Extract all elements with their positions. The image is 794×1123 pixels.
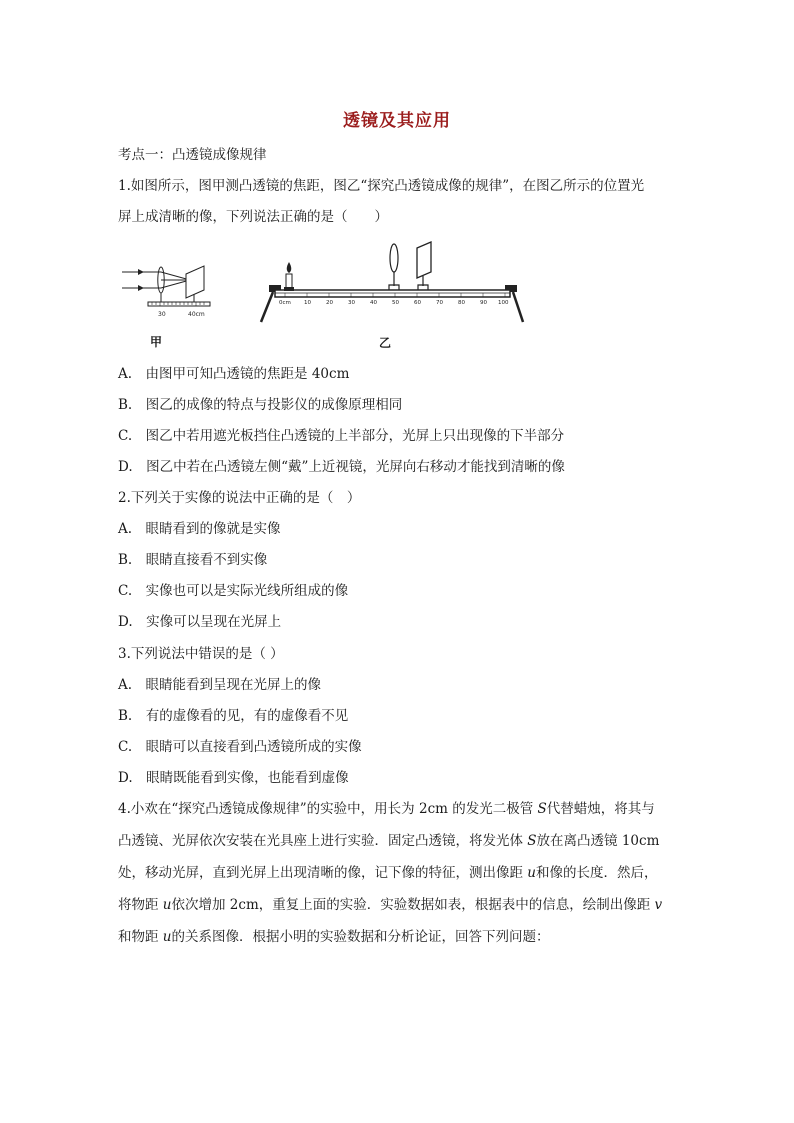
page-title: 透镜及其应用 xyxy=(343,111,451,131)
q4-line1: 4.小欢在“探究凸透镜成像规律”的实验中，用长为 2cm 的发光二极管 S代替蜡烛，将其与 xyxy=(118,801,655,817)
focal-length-diagram xyxy=(118,258,213,320)
bench-tick-90: 90 xyxy=(480,300,487,306)
bench-tick-60: 60 xyxy=(414,300,421,306)
q3-option-c: C. 眼睛可以直接看到凸透镜所成的实像 xyxy=(118,739,362,755)
q4-line5: 和物距 u的关系图像．根据小明的实验数据和分析论证，回答下列问题： xyxy=(118,929,550,945)
bench-tick-30: 30 xyxy=(348,300,355,306)
q4-line2: 凸透镜、光屏依次安装在光具座上进行实验．固定凸透镜，将发光体 S放在离凸透镜 10cm xyxy=(118,833,660,849)
bench-tick-0: 0cm xyxy=(279,300,291,306)
q1-stem-line1: 1.如图所示，图甲测凸透镜的焦距，图乙“探究凸透镜成像的规律”，在图乙所示的位置光 xyxy=(118,178,645,194)
light-screen-icon xyxy=(417,242,431,290)
q2-option-a: A. 眼睛看到的像就是实像 xyxy=(118,521,281,537)
q1-option-b: B. 图乙的成像的特点与投影仪的成像原理相同 xyxy=(118,397,403,413)
figure-yi xyxy=(255,240,530,326)
figure-yi-label: 乙 xyxy=(379,336,392,350)
q2-stem: 2.下列关于实像的说法中正确的是（ ） xyxy=(118,490,361,506)
candle-icon xyxy=(284,262,294,291)
bench-tick-20: 20 xyxy=(326,300,333,306)
q2-option-c: C. 实像也可以是实际光线所组成的像 xyxy=(118,583,349,599)
bench-tick-70: 70 xyxy=(436,300,443,306)
q3-stem: 3.下列说法中错误的是（ ） xyxy=(118,646,284,662)
q2-option-b: B. 眼睛直接看不到实像 xyxy=(118,552,268,568)
q4-line3: 处，移动光屏，直到光屏上出现清晰的像，记下像的特征，测出像距 u和像的长度．然后， xyxy=(118,865,658,881)
tick-30: 30 xyxy=(158,311,166,318)
optical-bench-diagram xyxy=(255,240,530,326)
q4-line4: 将物距 u依次增加 2cm，重复上面的实验．实验数据如表，根据表中的信息，绘制出像距 v xyxy=(118,897,663,913)
q3-option-b: B. 有的虚像看的见，有的虚像看不见 xyxy=(118,708,349,724)
q1-stem-line2: 屏上成清晰的像，下列说法正确的是（ ） xyxy=(118,209,388,225)
tick-40cm: 40cm xyxy=(188,311,205,318)
bench-tick-40: 40 xyxy=(370,300,377,306)
lens-icon xyxy=(389,244,399,290)
q1-option-d: D. 图乙中若在凸透镜左侧“戴”上近视镜，光屏向右移动才能找到清晰的像 xyxy=(118,459,565,475)
figure-jia-label: 甲 xyxy=(150,335,163,349)
q2-option-d: D. 实像可以呈现在光屏上 xyxy=(118,614,282,630)
q1-option-a: A. 由图甲可知凸透镜的焦距是 40cm xyxy=(118,366,350,382)
q3-option-a: A. 眼睛能看到呈现在光屏上的像 xyxy=(118,677,322,693)
figure-jia xyxy=(118,258,213,320)
section-heading: 考点一：凸透镜成像规律 xyxy=(118,147,267,163)
bench-tick-50: 50 xyxy=(392,300,399,306)
bench-tick-80: 80 xyxy=(458,300,465,306)
q3-option-d: D. 眼睛既能看到实像，也能看到虚像 xyxy=(118,770,349,786)
q1-option-c: C. 图乙中若用遮光板挡住凸透镜的上半部分，光屏上只出现像的下半部分 xyxy=(118,428,565,444)
bench-tick-10: 10 xyxy=(304,300,311,306)
bench-tick-100: 100 xyxy=(498,300,509,306)
